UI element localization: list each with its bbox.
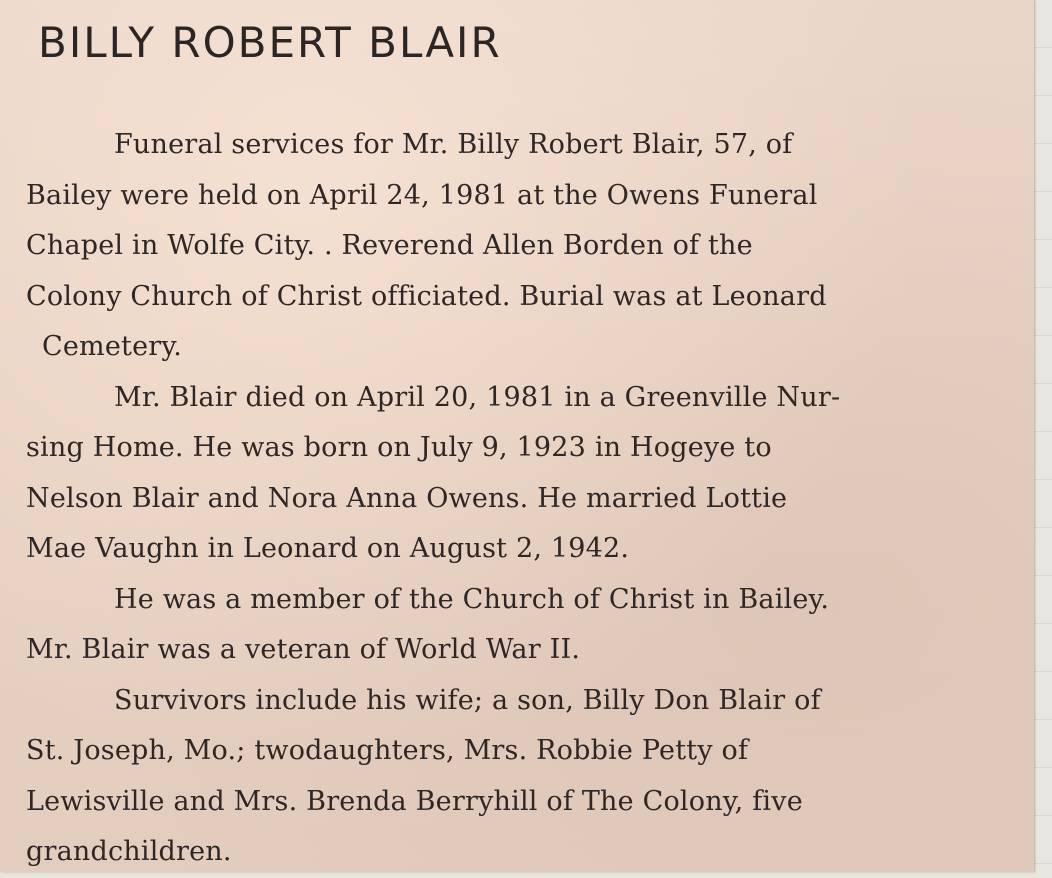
text-line: Lewisville and Mrs. Brenda Berryhill of The Colony, five <box>26 785 803 817</box>
text-line: sing Home. He was born on July 9, 1923 in Hogeye to <box>26 432 772 463</box>
text-line: Survivors include his wife; a son, Billy Don Blair of <box>114 684 821 716</box>
text-line: Mr. Blair died on April 20, 1981 in a Greenville Nur- <box>114 381 841 413</box>
text-line: Mr. Blair was a veteran of World War II. <box>26 634 581 665</box>
text-line: grandchildren. <box>26 836 232 867</box>
article-body <box>26 120 1016 878</box>
text-line: Chapel in Wolfe City. . Reverend Allen Borden of the <box>26 230 753 261</box>
text-line: Nelson Blair and Nora Anna Owens. He married Lottie <box>26 482 788 514</box>
text-line: Colony Church of Christ officiated. Burial was at Leonard <box>26 280 827 312</box>
text-line: Bailey were held on April 24, 1981 at the Owens Funeral <box>26 179 818 211</box>
text-line: Funeral services for Mr. Billy Robert Blair, 57, of <box>114 129 793 160</box>
text-line: Cemetery. <box>42 331 183 362</box>
text-line: St. Joseph, Mo.; twodaughters, Mrs. Robbie Petty of <box>26 735 749 766</box>
headline: BILLY ROBERT BLAIR <box>38 18 502 67</box>
text-line: He was a member of the Church of Christ in Bailey. <box>114 583 830 615</box>
text-line: Mae Vaughn in Leonard on August 2, 1942. <box>26 533 630 564</box>
